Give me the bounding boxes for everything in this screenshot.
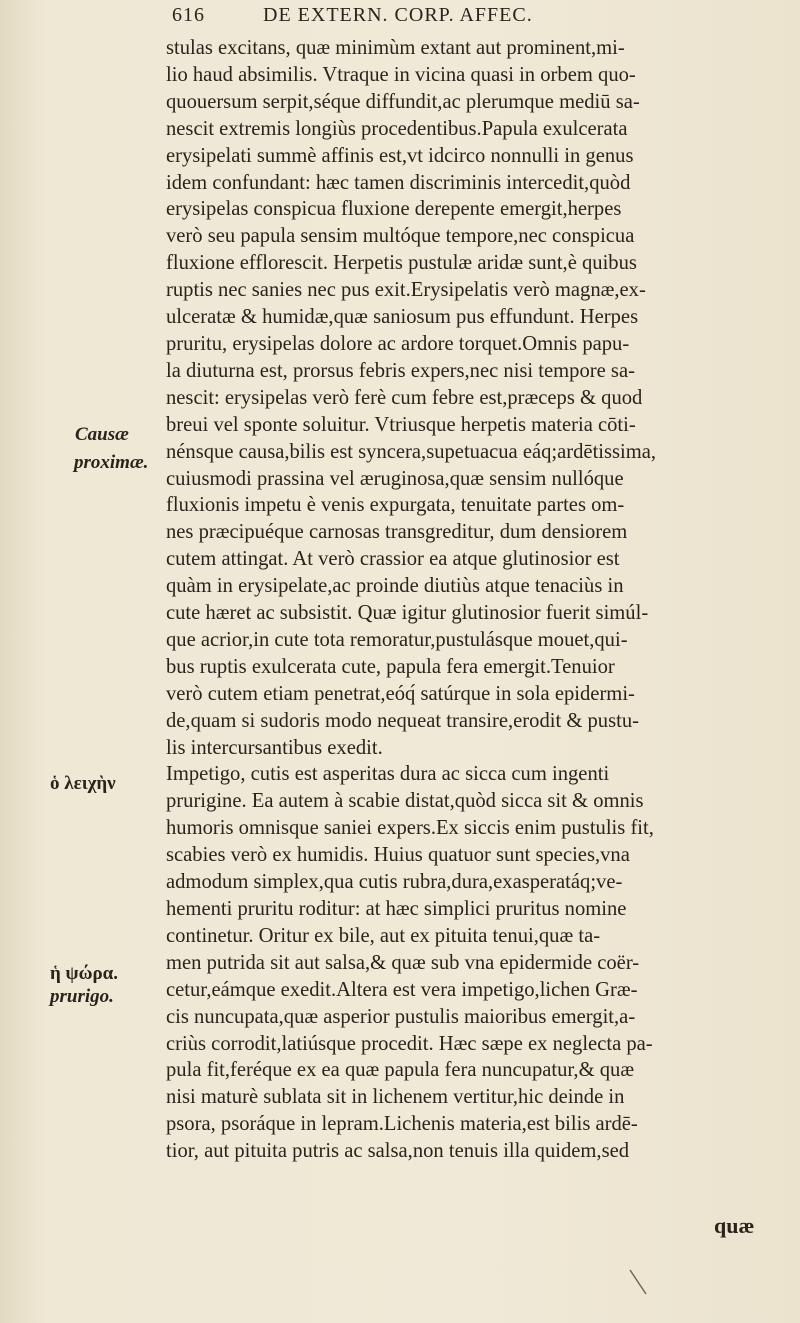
text-line: scabies verò ex humidis. Huius quatuor sunt species,vna: [166, 844, 630, 867]
text-line: psora, psoráque in lepram.Lichenis materia,est bilis ardē-: [166, 1113, 638, 1136]
pen-stroke-mark: [626, 1268, 656, 1298]
text-line: erysipelati summè affinis est,vt idcirco nonnulli in genus: [166, 144, 634, 167]
text-line: humoris omnisque saniei expers.Ex siccis enim pustulis fit,: [166, 817, 654, 840]
text-line: nénsque causa,bilis est syncera,supetuacua eáq;ardētissima,: [166, 440, 657, 463]
margin-note-prurigo: prurigo.: [50, 986, 114, 1007]
margin-note-psora-greek: ἡ ψώρα.: [50, 963, 119, 984]
text-line: la diuturna est, prorsus febris expers,nec nisi tempore sa-: [166, 359, 635, 382]
margin-note-lichen-greek: ὁ λειχὴν: [50, 773, 116, 794]
page-number: 616: [172, 4, 205, 26]
text-line: ruptis nec sanies nec pus exit.Erysipelatis verò magnæ,ex-: [166, 279, 646, 302]
text-line: lis intercursantibus exedit.: [166, 736, 383, 759]
text-line: nes præcipuéque carnosas transgreditur, dum densiorem: [166, 521, 628, 544]
text-line: tior, aut pituita putris ac salsa,non tenuis illa quidem,sed: [166, 1140, 630, 1163]
margin-note-proximae: proximæ.: [74, 452, 149, 473]
text-line: breui vel sponte soluitur. Vtriusque herpetis materia cōti-: [166, 413, 636, 436]
margin-note-causae: Causæ: [75, 424, 129, 445]
text-line: ulceratæ & humidæ,quæ saniosum pus effundunt. Herpes: [166, 306, 639, 329]
text-line: criùs corrodit,latiúsque procedit. Hæc sæpe ex neglecta pa-: [166, 1032, 653, 1055]
running-title: DE EXTERN. CORP. AFFEC.: [263, 4, 533, 26]
text-line: cute hæret ac subsistit. Quæ igitur glutinosior fuerit simúl-: [166, 602, 649, 625]
text-line: erysipelas conspicua fluxione derepente emergit,herpes: [166, 198, 622, 221]
text-line: fluxionis impetu è venis expurgata, tenuitate partes om-: [166, 494, 625, 517]
text-line: continetur. Oritur ex bile, aut ex pituita tenui,quæ ta-: [166, 924, 601, 947]
text-line: fluxione efflorescit. Herpetis pustulæ aridæ sunt,è quibus: [166, 252, 637, 275]
catchword: quæ: [714, 1213, 755, 1238]
text-line: hementi pruritu roditur: at hæc simplici pruritus nomine: [166, 898, 627, 920]
body-text: [166, 35, 786, 1165]
text-line: cis nuncupata,quæ asperior pustulis maioribus emergit,a-: [166, 1005, 636, 1028]
text-line: quàm in erysipelate,ac proinde diutiùs atque tenaciùs in: [166, 575, 624, 598]
text-line: admodum simplex,qua cutis rubra,dura,exasperatáq;ve-: [166, 871, 623, 894]
text-line: nisi maturè sublata sit in lichenem vertitur,hic deinde in: [166, 1086, 625, 1109]
text-line: verò cutem etiam penetrat,eóq́ satúrque in sola epidermi-: [166, 682, 635, 705]
text-line: nescit: erysipelas verò ferè cum febre est,præceps & quod: [166, 386, 643, 409]
text-line: stulas excitans, quæ minimùm extant aut prominent,mi-: [166, 37, 625, 59]
text-line: lio haud absimilis. Vtraque in vicina quasi in orbem quo-: [166, 63, 636, 86]
text-line: men putrida sit aut salsa,& quæ sub vna epidermide coër-: [166, 951, 640, 974]
text-line: bus ruptis exulcerata cute, papula fera emergit.Tenuior: [166, 655, 615, 678]
text-line: verò seu papula sensim multóque tempore,nec conspicua: [166, 225, 635, 248]
text-line: cuiusmodi prassina vel æruginosa,quæ sensim nullóque: [166, 467, 624, 490]
running-header: [172, 4, 772, 27]
text-line: cetur,eámque exedit.Altera est vera impetigo,lichen Græ-: [166, 978, 638, 1001]
text-line: de,quam si sudoris modo nequeat transire,erodit & pustu-: [166, 709, 639, 732]
text-line: prurigine. Ea autem à scabie distat,quòd sicca sit & omnis: [166, 790, 644, 813]
text-line: Impetigo, cutis est asperitas dura ac sicca cum ingenti: [166, 763, 610, 786]
text-line: pula fit,feréque ex ea quæ papula fera nuncupatur,& quæ: [166, 1059, 635, 1082]
text-line: idem confundant: hæc tamen discriminis intercedit,quòd: [166, 171, 631, 194]
text-line: cutem attingat. At verò crassior ea atque glutinosior est: [166, 548, 620, 571]
text-line: nescit extremis longiùs procedentibus.Papula exulcerata: [166, 117, 628, 140]
text-line: quouersum serpit,séque diffundit,ac plerumque mediū sa-: [166, 90, 640, 113]
text-line: pruritu, erysipelas dolore ac ardore torquet.Omnis papu-: [166, 332, 630, 355]
text-line: que acrior,in cute tota remoratur,pustulásque mouet,qui-: [166, 628, 628, 651]
